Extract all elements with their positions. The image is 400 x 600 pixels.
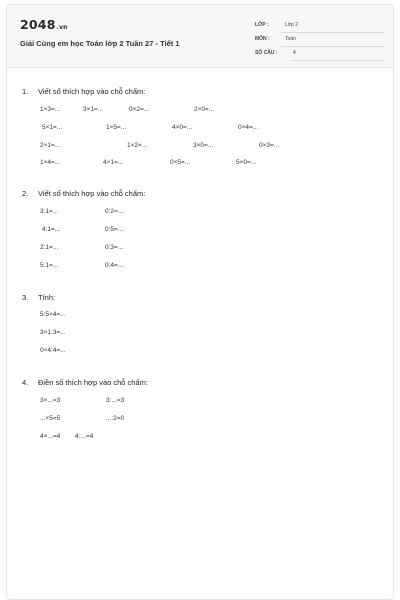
meta-count-underline [291, 60, 385, 61]
question-4-heading [22, 378, 148, 387]
page-title: Giải Cùng em học Toán lớp 2 Tuần 27 - Tiết 1 [20, 39, 180, 48]
exercise-item: 0×3=... [259, 142, 280, 149]
question-1-number: 1. [22, 87, 29, 96]
exercise-item: 0:2=... [105, 208, 124, 215]
exercise-item: 0:3=... [105, 244, 124, 251]
worksheet [6, 4, 394, 600]
question-3-heading [22, 293, 55, 302]
exercise-item: 0×5=... [170, 159, 191, 166]
exercise-item: 4×1=... [103, 159, 124, 166]
exercise-item: 1×2=... [127, 142, 148, 149]
exercise-item: 0×4=... [238, 124, 259, 131]
question-1-title: Viết số thích hợp vào chỗ chấm: [38, 87, 146, 96]
meta-class-value: Lớp 2 [285, 22, 299, 28]
meta-count-label: SỐ CÂU : [255, 50, 278, 56]
exercise-item: ...:2=0 [106, 415, 125, 422]
exercise-item: 5×0=... [236, 159, 257, 166]
exercise-item: 3×...=3 [40, 397, 61, 404]
exercise-item: 4×0=... [172, 124, 193, 131]
exercise-item: ...×5=5 [40, 415, 61, 422]
exercise-item: 1×5=... [106, 124, 127, 131]
meta-subject-value: Toán [285, 36, 296, 42]
meta-class-label: LỚP : [255, 22, 269, 28]
meta-subject [255, 33, 385, 47]
exercise-item: 3×1=... [83, 106, 104, 113]
exercise-item: 4:1=... [42, 226, 61, 233]
worksheet-header [7, 5, 393, 68]
meta-count-value: 4 [293, 50, 296, 56]
exercise-item: 0:5=... [105, 226, 124, 233]
question-3-title: Tính: [38, 293, 56, 302]
question-3-number: 3. [22, 293, 29, 302]
question-1-heading [22, 87, 145, 96]
question-4-number: 4. [22, 378, 29, 387]
exercise-item: 2×1=... [40, 142, 61, 149]
question-4-title: Điền số thích hợp vào chỗ chấm: [38, 378, 148, 387]
exercise-item: 4×...=4 [40, 433, 61, 440]
exercise-item: 3×0=... [193, 142, 214, 149]
question-2-title: Viết số thích hợp vào chỗ chấm: [38, 189, 146, 198]
exercise-item: 0:4=... [105, 262, 124, 269]
exercise-item: 5:5×4=... [40, 311, 66, 318]
exercise-item: 1×3=... [40, 106, 61, 113]
exercise-item: 1×4=... [40, 159, 61, 166]
exercise-item: 0×2=... [129, 106, 150, 113]
exercise-item: 4:...=4 [75, 433, 94, 440]
meta-class [255, 19, 385, 33]
exercise-item: 2×0=... [194, 106, 215, 113]
exercise-item: 5:1=... [40, 262, 59, 269]
meta-count [255, 47, 385, 61]
exercise-item: 3:1=... [40, 208, 59, 215]
exercise-item: 2:1=... [40, 244, 59, 251]
exercise-item: 5×1=... [42, 124, 63, 131]
question-2-heading [22, 189, 145, 198]
exercise-item: 3:...=3 [106, 397, 125, 404]
exercise-item: 0×4:4=... [40, 347, 66, 354]
exercise-item: 3×1:3=... [40, 329, 66, 336]
site-logo[interactable]: 2048.vn [20, 17, 68, 32]
question-2-number: 2. [22, 189, 29, 198]
meta-subject-label: MÔN : [255, 36, 270, 42]
